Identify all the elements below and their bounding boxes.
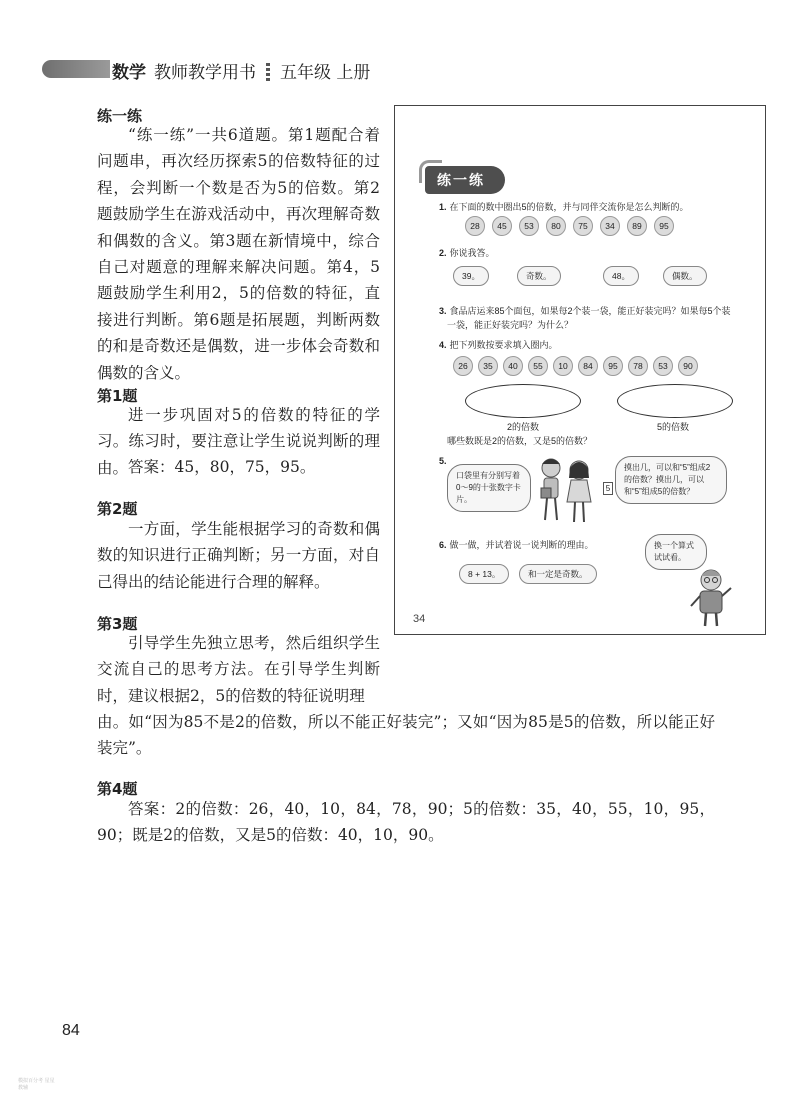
- textbook-q4: 4. 把下列数按要求填入圈内。: [439, 340, 558, 350]
- reply-cloud: 和一定是奇数。: [519, 564, 597, 584]
- section-heading-intro: 练一练: [97, 107, 143, 125]
- textbook-page-image: [394, 105, 766, 635]
- number-bubble: 95: [603, 356, 623, 376]
- textbook-q3-line2: 一袋，能正好装完吗？为什么？: [447, 320, 574, 330]
- textbook-q5: 5.: [439, 456, 447, 466]
- textbook-page-number: 34: [413, 613, 426, 625]
- textbook-q3: 3. 食品店运来85个面包，如果每2个装一袋，能正好装完吗？如果每5个装: [439, 306, 731, 316]
- textbook-q4-numbers: [453, 356, 698, 376]
- teacher-illustration: [687, 566, 735, 628]
- expression-cloud: 8 + 13。: [459, 564, 509, 584]
- textbook-q2: 2. 你说我答。: [439, 248, 495, 258]
- section-heading-q4: 第4题: [97, 780, 138, 798]
- header-decoration-bar: [42, 60, 110, 78]
- section-heading-q1: 第1题: [97, 387, 138, 405]
- oval-label-5: 5的倍数: [657, 422, 690, 432]
- number-bubble: 78: [628, 356, 648, 376]
- header-book: 教师教学用书: [154, 63, 256, 83]
- textbook-q4-question: 哪些数既是2的倍数，又是5的倍数？: [447, 436, 593, 446]
- number-bubble: 45: [492, 216, 512, 236]
- intro-paragraph: “练一练”一共6道题。第1题配合着问题串，再次经历探索5的倍数特征的过程，会判断一个数是否为5的倍数。第2题鼓励学生在游戏活动中，再次理解奇数和偶数的含义。第3题在新情境中，综合自己对题意的理解来解决问题。第4，5题鼓励学生利用2，5的倍数的特征，直接进行判断。第6题是拓展题，判断两数的和是奇数还是偶数，进一步体会奇数和偶数的含义。: [97, 126, 380, 382]
- number-bubble: 55: [528, 356, 548, 376]
- number-bubble: 90: [678, 356, 698, 376]
- header-subject: 数学: [112, 63, 146, 83]
- cloud-bubble: 48。: [603, 266, 639, 286]
- q3-paragraph-narrow: 引导学生先独立思考，然后组织学生交流自己的思考方法。在引导学生判断时，建议根据2，5的倍数的特征说明理: [97, 634, 380, 705]
- number-bubble: 35: [478, 356, 498, 376]
- number-bubble: 80: [546, 216, 566, 236]
- q1-answer: 答案：45，80，75，95。: [128, 458, 316, 476]
- number-bubble: 40: [503, 356, 523, 376]
- number-bubble: 75: [573, 216, 593, 236]
- children-illustration: [533, 454, 603, 526]
- textbook-q1-numbers: [465, 216, 674, 236]
- number-bubble: 84: [578, 356, 598, 376]
- speech-bubble-right: 摸出几，可以和“5”组成2的倍数？摸出几，可以和“5”组成5的倍数？: [615, 456, 727, 504]
- section-heading-q3: 第3题: [97, 615, 138, 633]
- header-volume: 上册: [336, 63, 371, 83]
- textbook-title: 练一练: [425, 166, 505, 194]
- number-card: 5: [603, 482, 613, 495]
- number-bubble: 89: [627, 216, 647, 236]
- number-bubble: 53: [519, 216, 539, 236]
- q1-paragraph: 进一步巩固对5的倍数的特征的学习。练习时，要注意让学生说说判断的理由。: [97, 406, 380, 477]
- number-bubble: 34: [600, 216, 620, 236]
- number-bubble: 26: [453, 356, 473, 376]
- oval-multiples-of-5: [617, 384, 733, 418]
- textbook-q1: 1. 在下面的数中圈出5的倍数，并与同伴交流你是怎么判断的。: [439, 202, 689, 212]
- q4-answer: 答案：2的倍数：26，40，10，84，78，90；5的倍数：35，40，55，10，95，90；既是2的倍数，又是5的倍数：40，10，90。: [97, 800, 715, 845]
- header-separator: [266, 63, 270, 81]
- q2-paragraph: 一方面，学生能根据学习的奇数和偶数的知识进行正确判断；另一方面，对自己得出的结论能进行合理的解释。: [97, 520, 380, 591]
- oval-label-2: 2的倍数: [507, 422, 540, 432]
- watermark: 模拟百分考 星星教辅: [18, 1078, 55, 1091]
- oval-multiples-of-2: [465, 384, 581, 418]
- textbook-q6: 6. 做一做，并试着说一说判断的理由。: [439, 540, 594, 550]
- cloud-bubble: 奇数。: [517, 266, 561, 286]
- speech-bubble-left: 口袋里有分别写着0～9的十张数字卡片。: [447, 464, 531, 512]
- number-bubble: 53: [653, 356, 673, 376]
- cloud-bubble: 偶数。: [663, 266, 707, 286]
- number-bubble: 28: [465, 216, 485, 236]
- cloud-bubble: 39。: [453, 266, 489, 286]
- section-heading-q2: 第2题: [97, 500, 138, 518]
- speech-bubble-teacher: 换一个算式试试看。: [645, 534, 707, 570]
- number-bubble: 95: [654, 216, 674, 236]
- q3-paragraph-wide: 由。如“因为85不是2的倍数，所以不能正好装完”；又如“因为85是5的倍数，所以能正好装完”。: [97, 713, 715, 758]
- number-bubble: 10: [553, 356, 573, 376]
- page-number: 84: [62, 1022, 80, 1039]
- running-header: [112, 58, 370, 83]
- header-grade: 五年级: [280, 63, 331, 83]
